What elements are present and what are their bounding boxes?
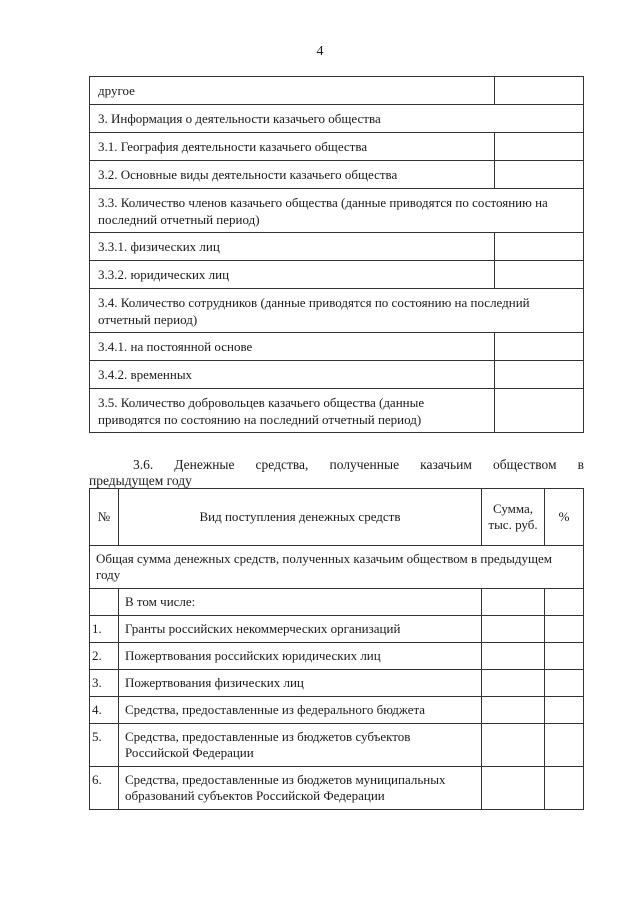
table-row	[90, 333, 584, 361]
row-label: 3.1. География деятельности казачьего общества	[90, 133, 495, 161]
sum-cell[interactable]	[482, 643, 545, 670]
sum-cell[interactable]	[482, 724, 545, 767]
percent-cell[interactable]	[545, 589, 584, 616]
value-cell[interactable]	[495, 133, 584, 161]
value-cell[interactable]	[495, 233, 584, 261]
header-sum: Сумма, тыс. руб.	[482, 489, 545, 546]
table-row	[90, 189, 584, 233]
sum-cell[interactable]	[482, 616, 545, 643]
percent-cell[interactable]	[545, 697, 584, 724]
row-kind: Средства, предоставленные из бюджетов муниципальных образований субъектов Российской Федерации	[119, 767, 482, 810]
row-label: 3.3.1. физических лиц	[90, 233, 495, 261]
row-label: 3.4.1. на постоянной основе	[90, 333, 495, 361]
percent-cell[interactable]	[545, 670, 584, 697]
page-number: 4	[316, 44, 324, 59]
row-kind: Средства, предоставленные из федерального бюджета	[119, 697, 482, 724]
header-kind: Вид поступления денежных средств	[119, 489, 482, 546]
activity-info-table	[89, 76, 584, 433]
row-kind: Пожертвования физических лиц	[119, 670, 482, 697]
value-cell[interactable]	[495, 361, 584, 389]
heading-word: Денежные	[174, 457, 235, 472]
sum-cell[interactable]	[482, 697, 545, 724]
heading-word: средства,	[255, 457, 309, 472]
row-kind: Гранты российских некоммерческих организаций	[119, 616, 482, 643]
value-cell[interactable]	[495, 77, 584, 105]
table-row	[90, 233, 584, 261]
sum-cell[interactable]	[482, 670, 545, 697]
row-label: 3.5. Количество добровольцев казачьего общества (данные приводятся по состоянию на последний отчетный период)	[90, 389, 495, 433]
row-number: 1.	[90, 616, 119, 643]
table-row	[90, 105, 584, 133]
table-row	[90, 589, 584, 616]
table-row	[90, 289, 584, 333]
table-row	[90, 389, 584, 433]
section-3-6-line1	[89, 457, 584, 473]
section-3-6-heading	[89, 457, 584, 489]
row-number	[90, 589, 119, 616]
row-kind: Пожертвования российских юридических лиц	[119, 643, 482, 670]
row-label: другое	[90, 77, 495, 105]
percent-cell[interactable]	[545, 643, 584, 670]
sum-cell[interactable]	[482, 767, 545, 810]
row-label: 3.4. Количество сотрудников (данные приводятся по состоянию на последний отчетный период)	[90, 289, 584, 333]
value-cell[interactable]	[495, 161, 584, 189]
header-num: №	[90, 489, 119, 546]
table-row	[90, 697, 584, 724]
row-number: 6.	[90, 767, 119, 810]
row-number: 3.	[90, 670, 119, 697]
table-row	[90, 77, 584, 105]
heading-word: обществом	[493, 457, 557, 472]
table-row	[90, 767, 584, 810]
heading-word: казачьим	[420, 457, 472, 472]
funds-table-header	[90, 489, 584, 546]
row-label: 3.3.2. юридических лиц	[90, 261, 495, 289]
value-cell[interactable]	[495, 389, 584, 433]
percent-cell[interactable]	[545, 724, 584, 767]
heading-word: полученные	[329, 457, 400, 472]
sum-cell[interactable]	[482, 589, 545, 616]
table-row	[90, 670, 584, 697]
total-row	[90, 546, 584, 589]
table-row	[90, 724, 584, 767]
row-label: 3.3. Количество членов казачьего общества (данные приводятся по состоянию на последний отчетный период)	[90, 189, 584, 233]
section-3-6-line2: предыдущем году	[89, 473, 192, 488]
row-label: 3.4.2. временных	[90, 361, 495, 389]
value-cell[interactable]	[495, 333, 584, 361]
row-number: 4.	[90, 697, 119, 724]
table-row	[90, 261, 584, 289]
heading-word: в	[577, 457, 584, 472]
funds-table	[89, 488, 584, 810]
row-label: 3.2. Основные виды деятельности казачьего общества	[90, 161, 495, 189]
table-row	[90, 643, 584, 670]
value-cell[interactable]	[495, 261, 584, 289]
row-number: 5.	[90, 724, 119, 767]
table-row	[90, 361, 584, 389]
table-row	[90, 616, 584, 643]
header-percent: %	[545, 489, 584, 546]
total-row-label: Общая сумма денежных средств, полученных казачьим обществом в предыдущем году	[90, 546, 584, 589]
heading-word: 3.6.	[133, 457, 154, 472]
percent-cell[interactable]	[545, 767, 584, 810]
row-kind: Средства, предоставленные из бюджетов субъектов Российской Федерации	[119, 724, 482, 767]
row-number: 2.	[90, 643, 119, 670]
row-label: 3. Информация о деятельности казачьего общества	[90, 105, 584, 133]
table-row	[90, 133, 584, 161]
table-row	[90, 161, 584, 189]
row-kind: В том числе:	[119, 589, 482, 616]
percent-cell[interactable]	[545, 616, 584, 643]
